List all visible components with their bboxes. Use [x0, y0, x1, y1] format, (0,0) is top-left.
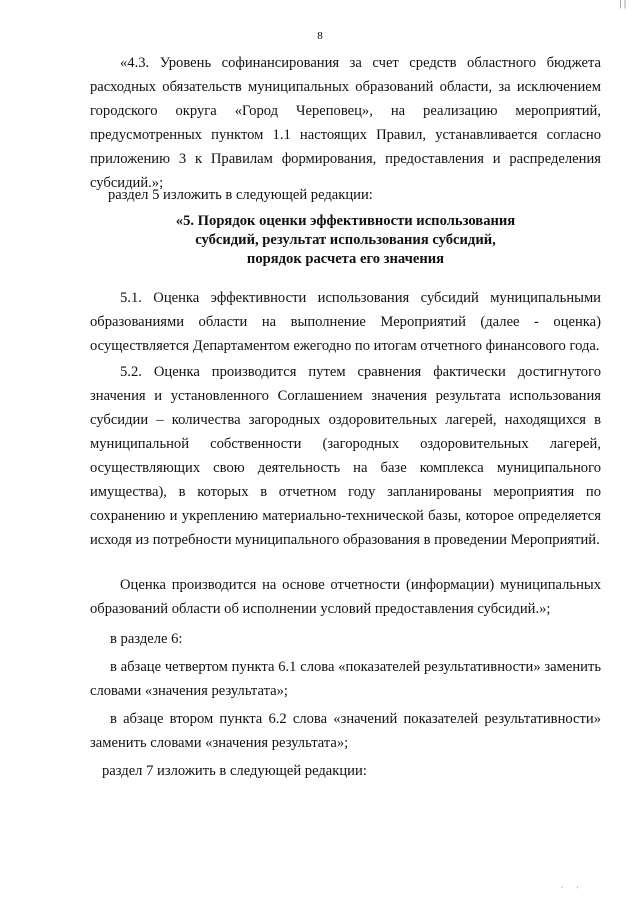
- section-5-heading: [90, 212, 601, 269]
- intro-section-5: раздел 5 изложить в следующей редакции:: [108, 187, 373, 203]
- item-6-1: в абзаце четвертом пункта 6.1 слова «показателей результативности» заменить словами «значения результата»;: [90, 659, 601, 699]
- section-5-heading-line-1: «5. Порядок оценки эффективности использования: [175, 213, 516, 229]
- corner-mark: | |: [619, 0, 626, 9]
- section-5-heading-line-2: субсидий, результат использования субсидий,: [195, 232, 496, 248]
- item-6-2: в абзаце втором пункта 6.2 слова «значений показателей результативности» заменить словами «значения результата»;: [90, 711, 601, 751]
- paragraph-5-2: 5.2. Оценка производится путем сравнения фактически достигнутого значения и установленного Соглашением значения результата использования субсидии – количества загородных оздоровительных лагерей, находящихся в муниципальной собственности (загородных оздоровительных лагерей, осуществляющих свою деятельность на базе комплекса муниципального имущества), в которых в отчетном году запланированы мероприятия по сохранению и укреплению материально-технической базы, которое определяется исходя из потребности муниципального образования в проведении Мероприятий.: [90, 364, 601, 548]
- paragraph-4-3: «4.3. Уровень софинансирования за счет средств областного бюджета расходных обязательств муниципальных образований области, за исключением городского округа «Город Череповец», на реализацию мероприятий, предусмотренных пунктом 1.1 настоящих Правил, устанавливается согласно приложению 3 к Правилам формирования, предоставления и распределения субсидий.»;: [90, 55, 601, 191]
- intro-section-7: раздел 7 изложить в следующей редакции:: [102, 763, 367, 779]
- paragraph-5-1: 5.1. Оценка эффективности использования субсидий муниципальными образованиями области на выполнение Мероприятий (далее - оценка) осуществляется Департаментом ежегодно по итогам отчетного финансового года.: [90, 290, 601, 354]
- section-5-heading-line-3: порядок расчета его значения: [246, 251, 445, 267]
- intro-section-6: в разделе 6:: [110, 631, 183, 647]
- footer-mark: ' ': [561, 885, 584, 894]
- paragraph-assessment: Оценка производится на основе отчетности (информации) муниципальных образований области об исполнении условий предоставления субсидий.»;: [90, 577, 601, 617]
- page-number: 8: [317, 30, 323, 42]
